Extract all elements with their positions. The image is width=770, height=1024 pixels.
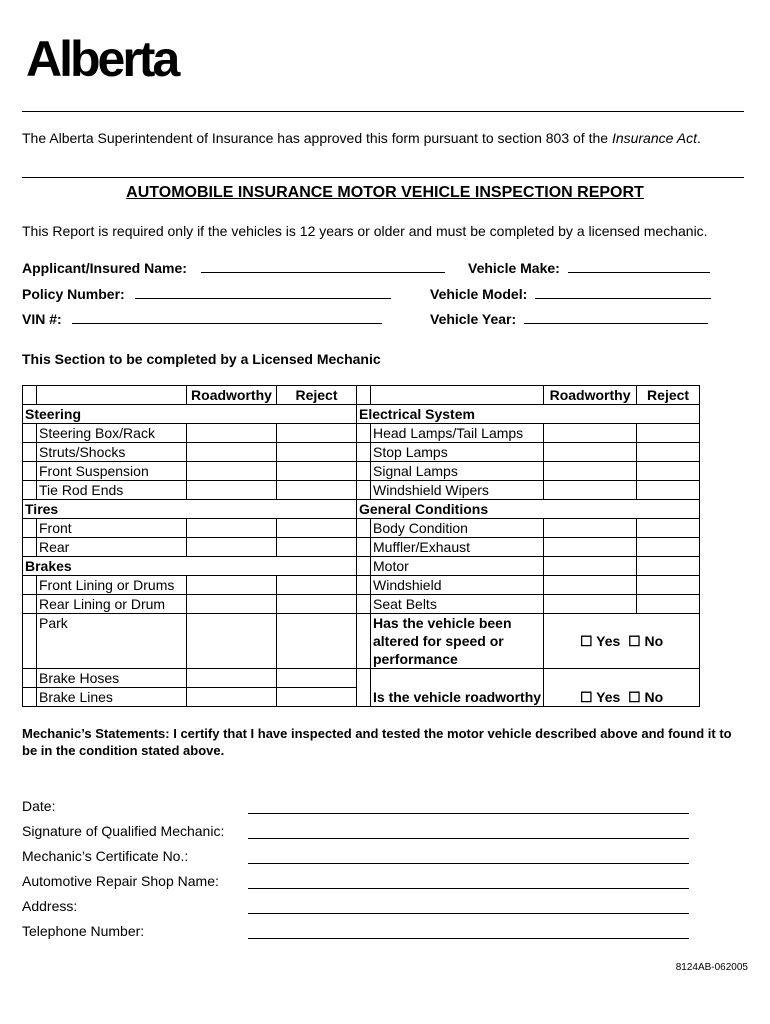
- vin-line[interactable]: [72, 309, 382, 324]
- divider: [22, 177, 744, 178]
- address-label: Address:: [22, 898, 78, 914]
- vehicle-year-field[interactable]: [430, 309, 708, 327]
- roadworthy-cell[interactable]: [544, 519, 637, 538]
- altered-question: Has the vehicle been altered for speed or performance: [371, 614, 544, 669]
- form-number: 8124AB-062005: [675, 962, 748, 973]
- list-item: Windshield Wipers: [371, 481, 544, 500]
- table-row: [23, 405, 700, 424]
- list-item: Front: [37, 519, 187, 538]
- vehicle-make-field[interactable]: [468, 258, 710, 276]
- reject-cell[interactable]: [637, 576, 700, 595]
- roadworthy-cell[interactable]: [544, 595, 637, 614]
- list-item: Front Suspension: [37, 462, 187, 481]
- list-item: Stop Lamps: [371, 443, 544, 462]
- reject-cell[interactable]: [277, 481, 357, 500]
- list-item: Motor: [371, 557, 544, 576]
- roadworthy-cell[interactable]: [187, 614, 277, 669]
- table-row: [23, 500, 700, 519]
- inspection-table: [22, 385, 700, 707]
- applicant-line[interactable]: [201, 258, 445, 273]
- roadworthy-cell[interactable]: [544, 462, 637, 481]
- table-row: [23, 443, 700, 462]
- list-item: Rear: [37, 538, 187, 557]
- list-item: Muffler/Exhaust: [371, 538, 544, 557]
- shop-name-line[interactable]: [248, 888, 689, 889]
- roadworthy-cell[interactable]: [187, 595, 277, 614]
- divider: [22, 111, 744, 112]
- roadworthy-cell[interactable]: [187, 462, 277, 481]
- altered-yes-no[interactable]: [544, 614, 700, 669]
- list-item: Seat Belts: [371, 595, 544, 614]
- roadworthy-header: Roadworthy: [544, 386, 637, 405]
- telephone-label: Telephone Number:: [22, 923, 145, 939]
- applicant-field[interactable]: [22, 258, 445, 276]
- table-row: [23, 557, 700, 576]
- policy-field[interactable]: [22, 284, 391, 302]
- reject-cell[interactable]: [277, 669, 357, 688]
- approval-text: The Alberta Superintendent of Insurance has approved this form pursuant to section 803 of the: [22, 130, 612, 146]
- policy-label: Policy Number:: [22, 286, 125, 302]
- tires-heading: Tires: [23, 500, 357, 519]
- roadworthy-yes-checkbox[interactable]: ☐ Yes: [579, 689, 621, 705]
- mechanic-statement: Mechanic’s Statements: I certify that I have inspected and tested the motor vehicle described above and found it to be in the condition stated above.: [22, 726, 732, 758]
- roadworthy-cell[interactable]: [544, 538, 637, 557]
- reject-cell[interactable]: [277, 519, 357, 538]
- signature-label: Signature of Qualified Mechanic:: [22, 823, 225, 839]
- list-item: Park: [37, 614, 187, 669]
- alberta-logo: Alberta: [26, 31, 178, 87]
- date-line[interactable]: [248, 813, 689, 814]
- vehicle-year-line[interactable]: [524, 309, 708, 324]
- vin-field[interactable]: [22, 309, 382, 327]
- table-row: [23, 614, 700, 669]
- list-item: Front Lining or Drums: [37, 576, 187, 595]
- reject-cell[interactable]: [277, 595, 357, 614]
- certificate-label: Mechanic’s Certificate No.:: [22, 848, 189, 864]
- table-row: [23, 595, 700, 614]
- address-line[interactable]: [248, 913, 689, 914]
- roadworthy-cell[interactable]: [187, 443, 277, 462]
- table-row: [23, 538, 700, 557]
- vehicle-make-line[interactable]: [568, 258, 710, 273]
- roadworthy-cell[interactable]: [187, 519, 277, 538]
- list-item: Rear Lining or Drum: [37, 595, 187, 614]
- insurance-act: Insurance Act: [611, 130, 698, 146]
- date-label: Date:: [22, 798, 56, 814]
- reject-cell[interactable]: [277, 688, 357, 707]
- table-row: [23, 462, 700, 481]
- roadworthy-cell[interactable]: [187, 576, 277, 595]
- signature-line[interactable]: [248, 838, 689, 839]
- list-item: Head Lamps/Tail Lamps: [371, 424, 544, 443]
- brakes-heading: Brakes: [23, 557, 357, 576]
- reject-cell[interactable]: [277, 576, 357, 595]
- table-row: [23, 519, 700, 538]
- reject-cell[interactable]: [637, 443, 700, 462]
- vehicle-model-label: Vehicle Model:: [430, 286, 528, 302]
- reject-cell[interactable]: [277, 462, 357, 481]
- list-item: Steering Box/Rack: [37, 424, 187, 443]
- approval-statement: [22, 130, 701, 146]
- vehicle-year-label: Vehicle Year:: [430, 311, 517, 327]
- roadworthy-cell[interactable]: [544, 557, 637, 576]
- telephone-line[interactable]: [248, 938, 689, 939]
- table-row: [23, 481, 700, 500]
- reject-header: Reject: [637, 386, 700, 405]
- reject-cell[interactable]: [277, 443, 357, 462]
- vehicle-model-field[interactable]: [430, 284, 711, 302]
- reject-cell[interactable]: [637, 595, 700, 614]
- electrical-heading: Electrical System: [357, 405, 700, 424]
- table-row: [23, 424, 700, 443]
- roadworthy-cell[interactable]: [544, 481, 637, 500]
- reject-cell[interactable]: [637, 557, 700, 576]
- table-row: [23, 576, 700, 595]
- roadworthy-cell[interactable]: [544, 424, 637, 443]
- certificate-line[interactable]: [248, 863, 689, 864]
- roadworthy-cell[interactable]: [187, 481, 277, 500]
- list-item: Brake Hoses: [37, 669, 187, 688]
- roadworthy-question: Is the vehicle roadworthy: [371, 669, 544, 707]
- applicant-label: Applicant/Insured Name:: [22, 260, 187, 276]
- reject-cell[interactable]: [637, 462, 700, 481]
- approval-end: .: [697, 130, 701, 146]
- roadworthy-cell[interactable]: [187, 688, 277, 707]
- list-item: Tie Rod Ends: [37, 481, 187, 500]
- reject-cell[interactable]: [637, 538, 700, 557]
- section-heading: This Section to be completed by a Licensed Mechanic: [22, 351, 381, 367]
- altered-no-checkbox[interactable]: ☐ No: [628, 633, 664, 649]
- list-item: Body Condition: [371, 519, 544, 538]
- reject-cell[interactable]: [277, 424, 357, 443]
- reject-cell[interactable]: [637, 519, 700, 538]
- roadworthy-cell[interactable]: [187, 424, 277, 443]
- table-row: [23, 669, 700, 688]
- vehicle-make-label: Vehicle Make:: [468, 260, 560, 276]
- reject-cell[interactable]: [637, 424, 700, 443]
- roadworthy-cell[interactable]: [544, 443, 637, 462]
- roadworthy-header: Roadworthy: [187, 386, 277, 405]
- shop-name-label: Automotive Repair Shop Name:: [22, 873, 219, 889]
- list-item: Signal Lamps: [371, 462, 544, 481]
- roadworthy-no-checkbox[interactable]: ☐ No: [628, 689, 664, 705]
- vin-label: VIN #:: [22, 311, 62, 327]
- list-item: Brake Lines: [37, 688, 187, 707]
- roadworthy-cell[interactable]: [187, 669, 277, 688]
- list-item: Windshield: [371, 576, 544, 595]
- general-heading: General Conditions: [357, 500, 700, 519]
- reject-header: Reject: [277, 386, 357, 405]
- roadworthy-cell[interactable]: [187, 538, 277, 557]
- roadworthy-yes-no[interactable]: [544, 669, 700, 707]
- intro-text: This Report is required only if the vehicles is 12 years or older and must be completed by a licensed mechanic.: [22, 223, 708, 239]
- reject-cell[interactable]: [277, 538, 357, 557]
- vehicle-model-line[interactable]: [535, 284, 711, 299]
- reject-cell[interactable]: [637, 481, 700, 500]
- table-header-row: [23, 386, 700, 405]
- policy-line[interactable]: [135, 284, 391, 299]
- roadworthy-cell[interactable]: [544, 576, 637, 595]
- altered-yes-checkbox[interactable]: ☐ Yes: [579, 633, 621, 649]
- form-title: AUTOMOBILE INSURANCE MOTOR VEHICLE INSPECTION REPORT: [126, 184, 644, 201]
- steering-heading: Steering: [23, 405, 357, 424]
- reject-cell[interactable]: [277, 614, 357, 669]
- list-item: Struts/Shocks: [37, 443, 187, 462]
